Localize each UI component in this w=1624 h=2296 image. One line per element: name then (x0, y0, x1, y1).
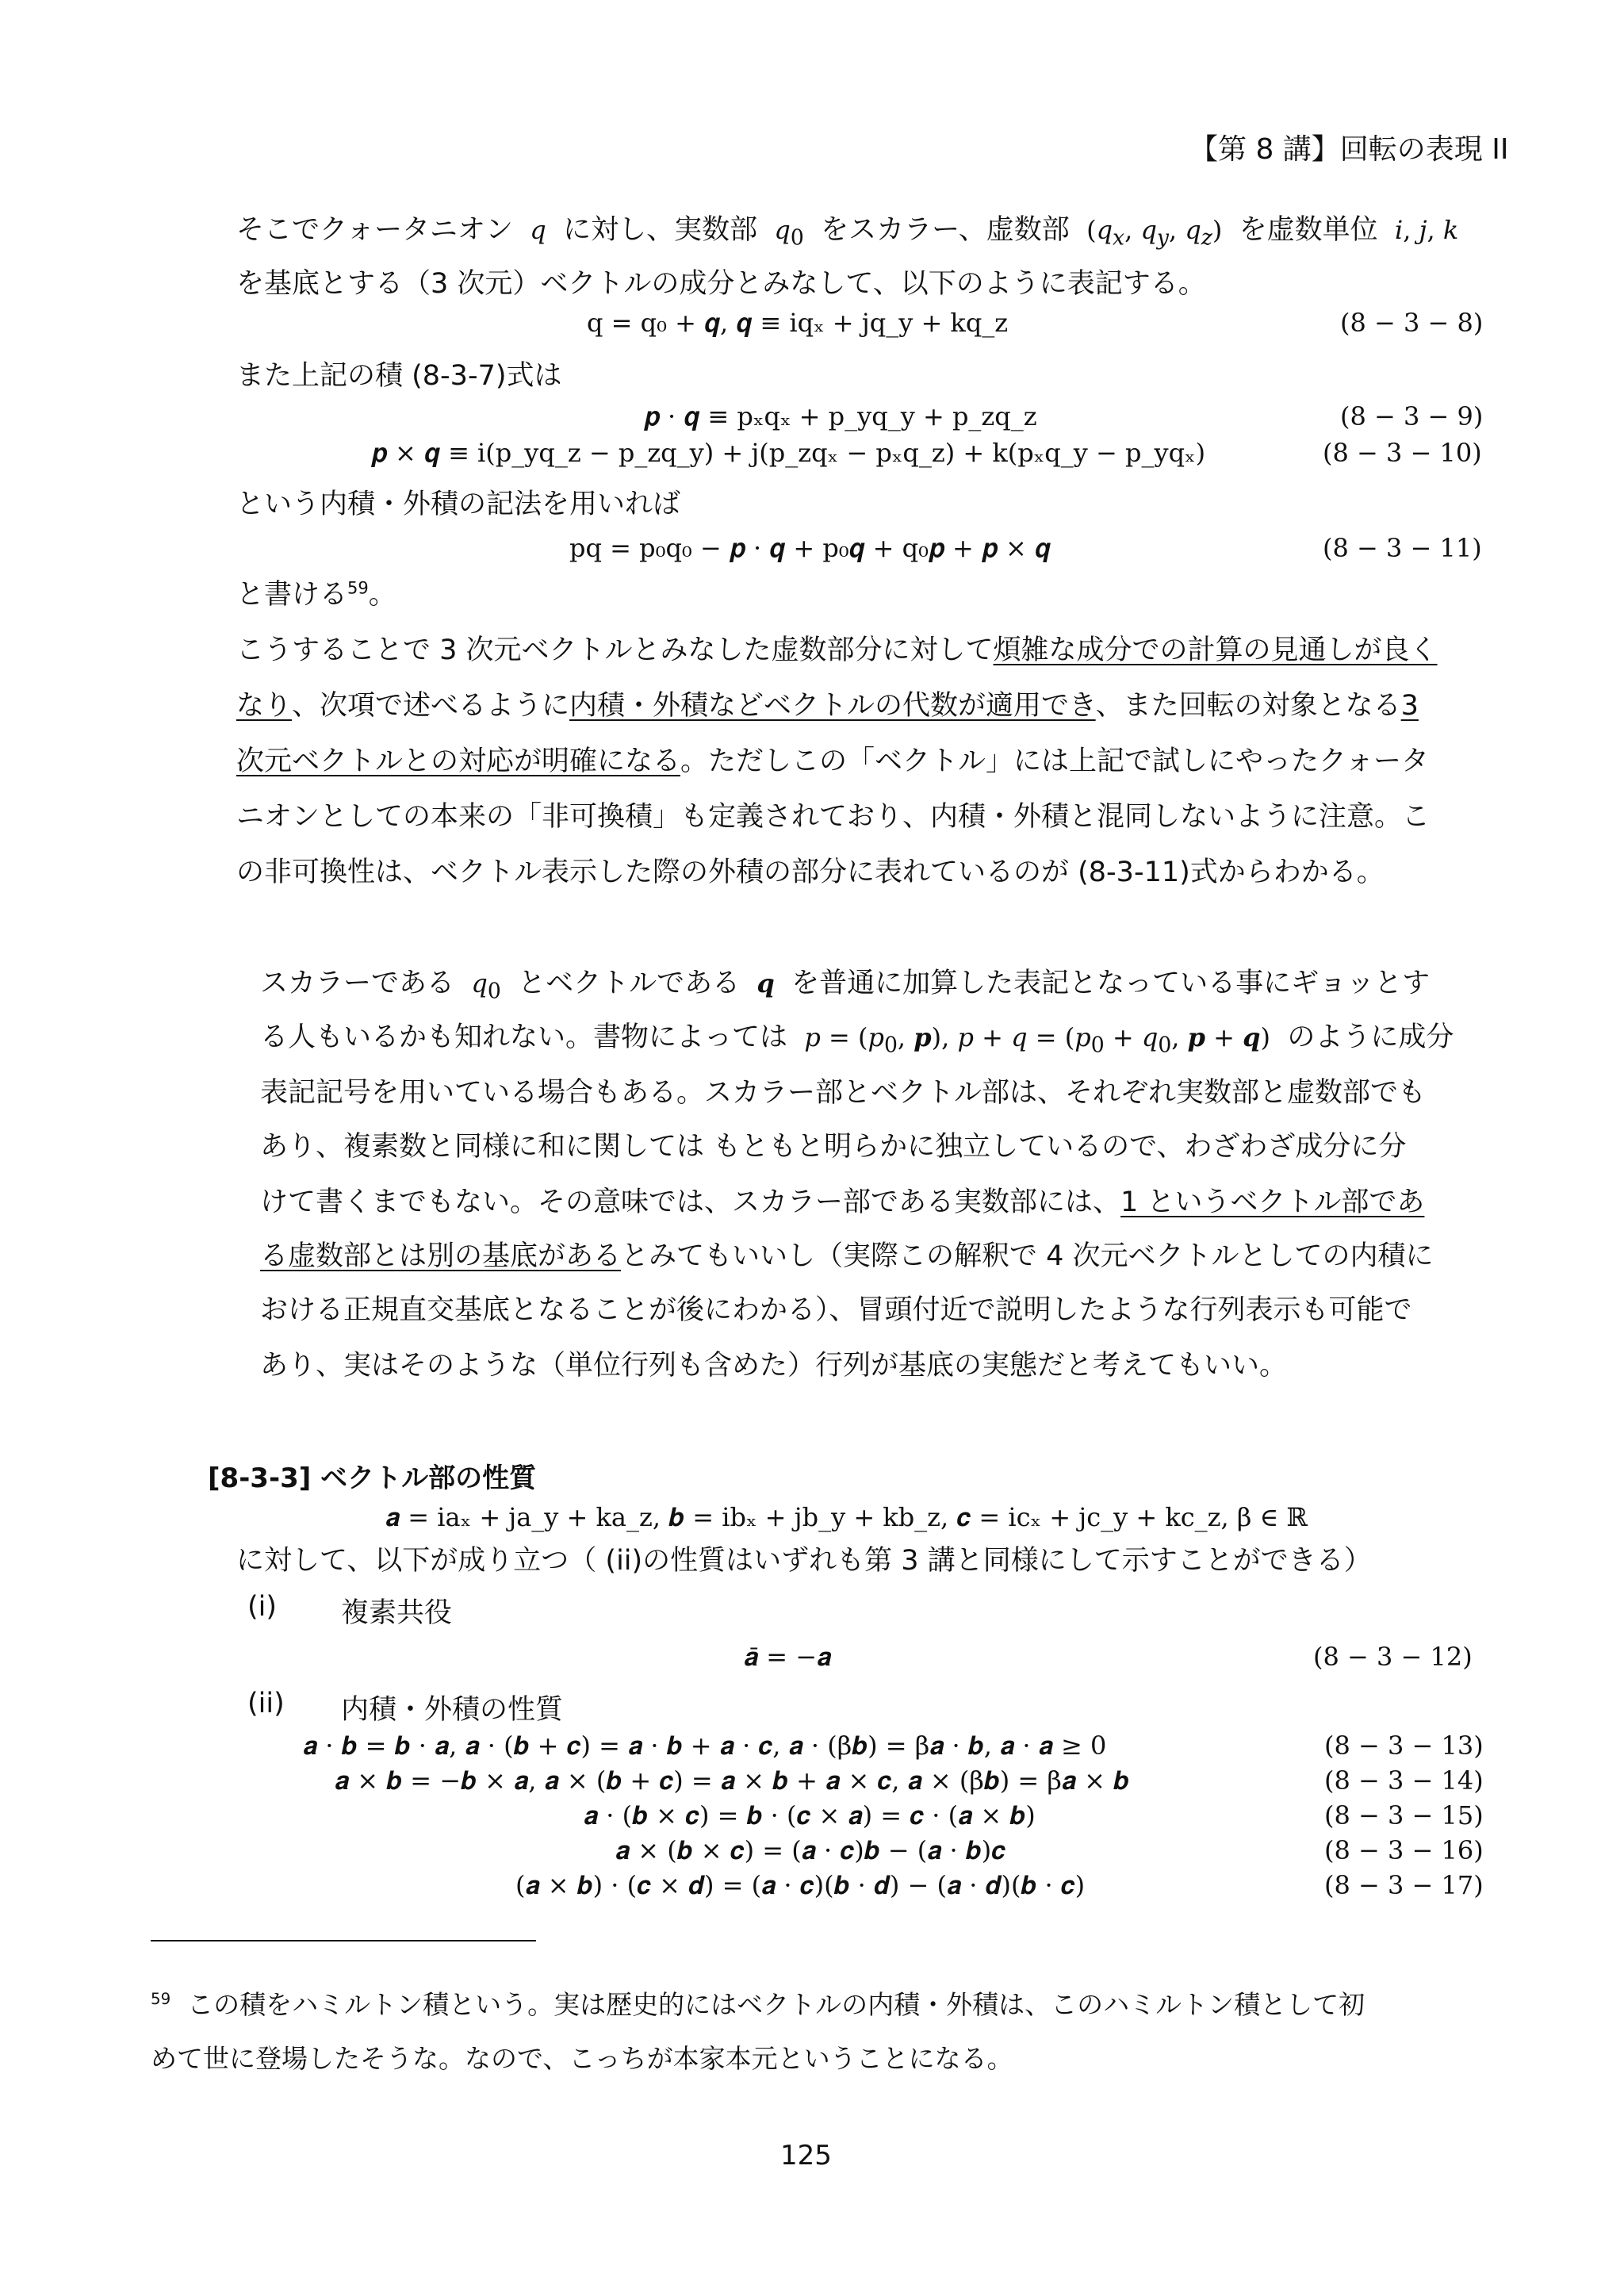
item-i-label: 複素共役 (341, 1597, 453, 1629)
math-inline: q (530, 215, 546, 245)
item-i-number: (i) (247, 1591, 278, 1623)
para1-line-5: の非可換性は、ベクトル表示した際の外積の部分に表れているのが (8-3-11)式からわかる。 (236, 857, 1385, 888)
equation-8-3-9: 𝒑 · 𝒒 ≡ pₓqₓ + p_yq_y + p_zq_z (644, 401, 1037, 431)
equation-8-3-10: 𝒑 × 𝒒 ≡ i(p_yq_z − p_zq_y) + j(p_zqₓ − pₓq_z) + k(pₓq_y − p_yqₓ) (371, 438, 1206, 468)
note-line-7: おける正規直交基底となることが後にわかる）、冒頭付近で説明したような行列表示も可能で (260, 1294, 1412, 1326)
equation-8-3-11: pq = p₀q₀ − 𝒑 · 𝒒 + p₀𝒒 + q₀𝒑 + 𝒑 × 𝒒 (569, 533, 1051, 563)
math-inline: ($q_x$, $q_y$, $q_z$) (1078, 215, 1231, 251)
equation-label: (8 − 3 − 8) (1340, 308, 1484, 338)
item-ii-label: 内積・外積の性質 (341, 1694, 564, 1726)
intro-text: 。 (368, 579, 396, 611)
intro-line-4: という内積・外積の記法を用いれば (236, 489, 681, 520)
intro-text: を虚数単位 (1239, 214, 1378, 246)
math-inline: i, j, k (1394, 215, 1459, 245)
note-text: とベクトルである (518, 968, 741, 999)
note-text: のように成分 (1287, 1022, 1454, 1053)
equation-8-3-17: (𝒂 × 𝒃) · (𝒄 × 𝒅) = (𝒂 · 𝒄)(𝒃 · 𝒅) − (𝒂 · 𝒅)(𝒃 · 𝒄) (515, 1870, 1086, 1900)
footnote-line-1 (151, 1984, 1365, 2022)
equation-8-3-15: 𝒂 · (𝒃 × 𝒄) = 𝒃 · (𝒄 × 𝒂) = 𝒄 · (𝒂 × 𝒃) (584, 1800, 1036, 1830)
intro-text: をスカラー、虚数部 (821, 214, 1070, 246)
intro-line-3: また上記の積 (8-3-7)式は (236, 360, 562, 392)
equation-label: (8 − 3 − 13) (1324, 1731, 1484, 1761)
para-text: こうすることで 3 次元ベクトルとみなした虚数部分に対して (236, 634, 994, 666)
note-line-2 (260, 1015, 1454, 1057)
section-definition: 𝒂 = iaₓ + ja_y + ka_z, 𝒃 = ibₓ + jb_y + kb_z, 𝒄 = icₓ + jc_y + kc_z, β ∈ ℝ (385, 1502, 1308, 1532)
equation-label: (8 − 3 − 12) (1313, 1642, 1473, 1672)
item-ii-number: (ii) (247, 1688, 285, 1719)
intro-line-5 (236, 573, 396, 612)
para-text: 、また回転の対象となる (1095, 690, 1401, 722)
math-inline: $q_0$ (774, 215, 804, 251)
footnote-divider (151, 1940, 536, 1941)
equation-label: (8 − 3 − 14) (1324, 1765, 1484, 1796)
equation-label: (8 − 3 − 9) (1340, 401, 1484, 431)
underlined-text: 次元ベクトルとの対応が明確になる (236, 746, 681, 777)
equation-label: (8 − 3 − 16) (1324, 1835, 1484, 1865)
math-inline: q (756, 968, 775, 999)
para-text: 。ただしこの「ベクトル」には上記で試しにやったクォータ (680, 746, 1429, 777)
intro-line-1 (236, 208, 1458, 250)
intro-text: と書ける (236, 579, 348, 611)
equation-label: (8 − 3 − 17) (1324, 1870, 1484, 1900)
equation-label: (8 − 3 − 10) (1323, 438, 1482, 468)
running-header: 【第 8 講】回転の表現 II (1189, 133, 1509, 166)
equation-label: (8 − 3 − 15) (1324, 1800, 1484, 1830)
equation-label: (8 − 3 − 11) (1323, 533, 1482, 563)
equation-8-3-13: 𝒂 · 𝒃 = 𝒃 · 𝒂, 𝒂 · (𝒃 + 𝒄) = 𝒂 · 𝒃 + 𝒂 · 𝒄, 𝒂 · (β𝒃) = β𝒂 · 𝒃, 𝒂 · 𝒂 ≥ 0 (303, 1731, 1107, 1761)
note-text: けて書くまでもない。その意味では、スカラー部である実数部には、 (260, 1186, 1121, 1218)
equation-8-3-16: 𝒂 × (𝒃 × 𝒄) = (𝒂 · 𝒄)𝒃 − (𝒂 · 𝒃)𝒄 (615, 1835, 1006, 1865)
underlined-text: 3 (1400, 690, 1419, 722)
footnote-ref[interactable]: 59 (347, 578, 369, 598)
math-inline: $p = (p_0$, p), $p + q = (p_0 + q_0$, p + q) (804, 1022, 1279, 1058)
page-number: 125 (780, 2140, 832, 2171)
para1-line-4: ニオンとしての本来の「非可換積」も定義されており、内積・外積と混同しないように注意。こ (236, 801, 1431, 833)
footnote-line-2: めて世に登場したそうな。なので、こっちが本家本元ということになる。 (151, 2043, 1013, 2074)
para1-line-3 (236, 739, 1429, 779)
underlined-text: なり (236, 690, 293, 722)
note-text: を普通に加算した表記となっている事にギョッとす (791, 968, 1431, 999)
underlined-text: 煩雑な成分での計算の見通しが良く (993, 634, 1438, 666)
note-text: る人もいるかも知れない。書物によっては (260, 1022, 788, 1053)
equation-8-3-8: q = q₀ + 𝒒, 𝒒 ≡ iqₓ + jq_y + kq_z (587, 308, 1009, 338)
note-line-5 (260, 1180, 1424, 1220)
footnote-number: 59 (151, 1990, 171, 2008)
section-intro: に対して、以下が成り立つ（ (ii)の性質はいずれも第 3 講と同様にして示すことができる） (236, 1545, 1372, 1577)
math-inline: $q_0$ (471, 968, 501, 1004)
equation-8-3-14: 𝒂 × 𝒃 = −𝒃 × 𝒂, 𝒂 × (𝒃 + 𝒄) = 𝒂 × 𝒃 + 𝒂 × 𝒄, 𝒂 × (β𝒃) = β𝒂 × 𝒃 (335, 1765, 1130, 1796)
para-text: 、次項で述べるように (292, 690, 570, 722)
note-text: とみてもいいし（実際この解釈で 4 次元ベクトルとしての内積に (621, 1240, 1434, 1272)
section-heading: [8-3-3] ベクトル部の性質 (208, 1462, 537, 1494)
underlined-text: 内積・外積などベクトルの代数が適用でき (569, 690, 1096, 722)
underlined-text: る虚数部とは別の基底がある (260, 1240, 622, 1272)
note-line-6 (260, 1234, 1434, 1274)
underlined-text: 1 というベクトル部であ (1120, 1186, 1425, 1218)
footnote-text: この積をハミルトン積という。実は歴史的にはベクトルの内積・外積は、このハミルトン積として初 (187, 1989, 1365, 2020)
para1-line-2 (236, 684, 1419, 723)
note-line-3: 表記記号を用いている場合もある。スカラー部とベクトル部は、それぞれ実数部と虚数部でも (260, 1077, 1427, 1109)
equation-8-3-12: 𝒂̄ = −𝒂 (744, 1642, 832, 1672)
note-line-4: あり、複素数と同様に和に関しては もともと明らかに独立しているので、わざわざ成分に分 (260, 1131, 1407, 1163)
intro-text: に対し、実数部 (563, 214, 758, 246)
note-line-8: あり、実はそのような（単位行列も含めた）行列が基底の実態だと考えてもいい。 (260, 1350, 1288, 1382)
intro-text: そこでクォータニオン (236, 214, 513, 246)
para1-line-1 (236, 628, 1438, 668)
note-line-1 (260, 961, 1430, 1003)
note-text: スカラーである (260, 968, 455, 999)
intro-line-2: を基底とする（3 次元）ベクトルの成分とみなして、以下のように表記する。 (236, 268, 1206, 300)
